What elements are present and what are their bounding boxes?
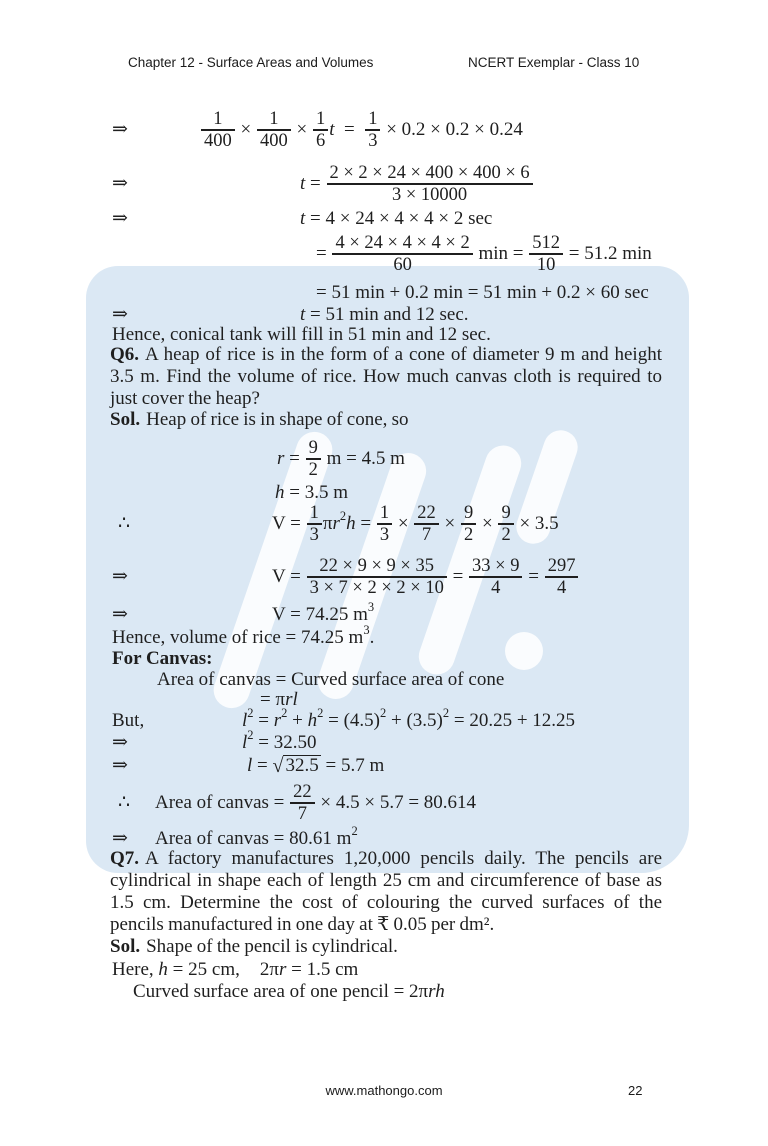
eq-line-pencil-1 [0,958,768,982]
implies-symbol: ⇒ [112,731,128,753]
eq-body: V = $\frac{22 \times 9 \times 9 \times 35}{3 \times 7 \times 2 \times 2 \times 10}$ = $\frac{33 \times 9}{4}$ = $\frac{297}{4}$ [272,556,579,599]
question-7 [110,848,662,936]
eq-line-volume-2 [0,549,768,605]
eq-body: Hence, conical tank will fill in 51 min and 12 sec. [112,323,491,345]
eq-line-slant-2 [0,728,768,755]
question-6 [110,344,662,410]
eq-body: h = 3.5 m [275,481,348,503]
eq-body: Area of canvas = 80.61 m 2 [155,824,358,849]
eq-body: r = $\frac{9}{2}$ m = 4.5 m [277,437,405,480]
eq-line-canvas-1 [0,669,768,691]
therefore-symbol: ∴ [118,512,131,534]
solution-6-text: Heap of rice is in shape of cone, so [146,409,409,430]
eq-line-slant-3 [0,753,768,779]
eq-body: l = √ 32.5 = 5.7 m [247,754,385,777]
but-label: But, [112,709,145,731]
eq-body: Area of canvas = Curved surface area of cone [157,668,505,690]
solution-7-label: Sol. [110,936,141,957]
eq-body: t = 51 min and 12 sec. [300,303,469,325]
eq-body: V = 74.25 m 3 [272,600,375,625]
implies-symbol: ⇒ [112,303,128,325]
footer-site-url: www.mathongo.com [325,1083,443,1098]
eq-body: t = 4 × 24 × 4 × 4 × 2 sec [300,207,493,229]
eq-body: l 2 = 32.50 [242,728,317,753]
question-7-text: A factory manufactures 1,20,000 pencils daily. The pencils are cylindrical in shape each of length 25 cm and circumference of base as 1.5 cm. Determine the cost of colouring the curved surfaces of the pencils manufactured in one day at ₹ 0.05 per dm². [110,848,662,935]
eq-line-5 [0,281,768,305]
eq-body: Curved surface area of one pencil = 2π rh [133,980,445,1002]
eq-body: = $\frac{4 \times 24 \times 4 \times 4 \times 2}{60}$ min = $\frac{512}{10}$ = 51.2 min [316,232,652,275]
eq-line-slant-1 [0,706,768,733]
eq-line-1 [0,104,768,156]
implies-symbol: ⇒ [112,827,128,849]
implies-symbol: ⇒ [112,118,128,140]
question-6-label: Q6. [110,344,140,365]
implies-symbol: ⇒ [112,603,128,625]
question-7-label: Q7. [110,848,140,869]
eq-line-pencil-2 [0,980,768,1004]
solution-6-label: Sol. [110,409,141,430]
eq-body: l 2 = r 2 + h 2 = (4.5) 2 + (3.5) 2 = 20.25 + 12.25 [242,706,576,731]
for-canvas-heading [0,648,768,670]
header-book-title: NCERT Exemplar - Class 10 [468,55,640,70]
eq-body: Here, h = 25 cm, 2π r = 1.5 cm [112,958,359,980]
header-chapter-title: Chapter 12 - Surface Areas and Volumes [128,55,374,70]
eq-line-canvas-area-1 [0,779,768,827]
eq-line-4 [0,228,768,280]
eq-body: $\frac{1}{400}$ × $\frac{1}{400}$ × $\frac{1}{6}$ t = $\frac{1}{3}$ × 0.2 × 0.2 × 0.24 [200,109,523,152]
solution-6 [110,409,662,431]
eq-line-2 [0,156,768,212]
eq-line-volume-1 [0,498,768,550]
eq-body: For Canvas: [112,647,213,669]
eq-body: = 51 min + 0.2 min = 51 min + 0.2 × 60 sec [316,281,649,303]
eq-body: V = $\frac{1}{3}$ π r 2 h = $\frac{1}{3}$ × $\frac{22}{7}$ × $\frac{9}{2}$ × $\frac{9}{2}$ × 3.5 [272,502,559,545]
eq-body: Area of canvas = $\frac{22}{7}$ × 4.5 × 5.7 = 80.614 [155,781,477,824]
implies-symbol: ⇒ [112,207,128,229]
solution-7-text: Shape of the pencil is cylindrical. [146,936,398,957]
footer-page-number: 22 [628,1083,643,1098]
eq-line-r [0,434,768,484]
question-6-text: A heap of rice is in the form of a cone of diameter 9 m and height 3.5 m. Find the volume of rice. How much canvas cloth is required to just cover the heap? [110,344,662,409]
eq-body: t = $\frac{2 \times 2 \times 24 \times 400 \times 400 \times 6}{3 \times 10000}$ [300,163,534,206]
therefore-symbol: ∴ [118,791,131,813]
implies-symbol: ⇒ [112,172,128,194]
eq-body: = π rl [260,688,298,710]
implies-symbol: ⇒ [112,565,128,587]
eq-body: Hence, volume of rice = 74.25 m 3 . [112,623,375,648]
solution-7 [110,936,662,958]
implies-symbol: ⇒ [112,754,128,776]
eq-line-volume-3 [0,601,768,629]
conclusion-line-2 [0,623,768,650]
